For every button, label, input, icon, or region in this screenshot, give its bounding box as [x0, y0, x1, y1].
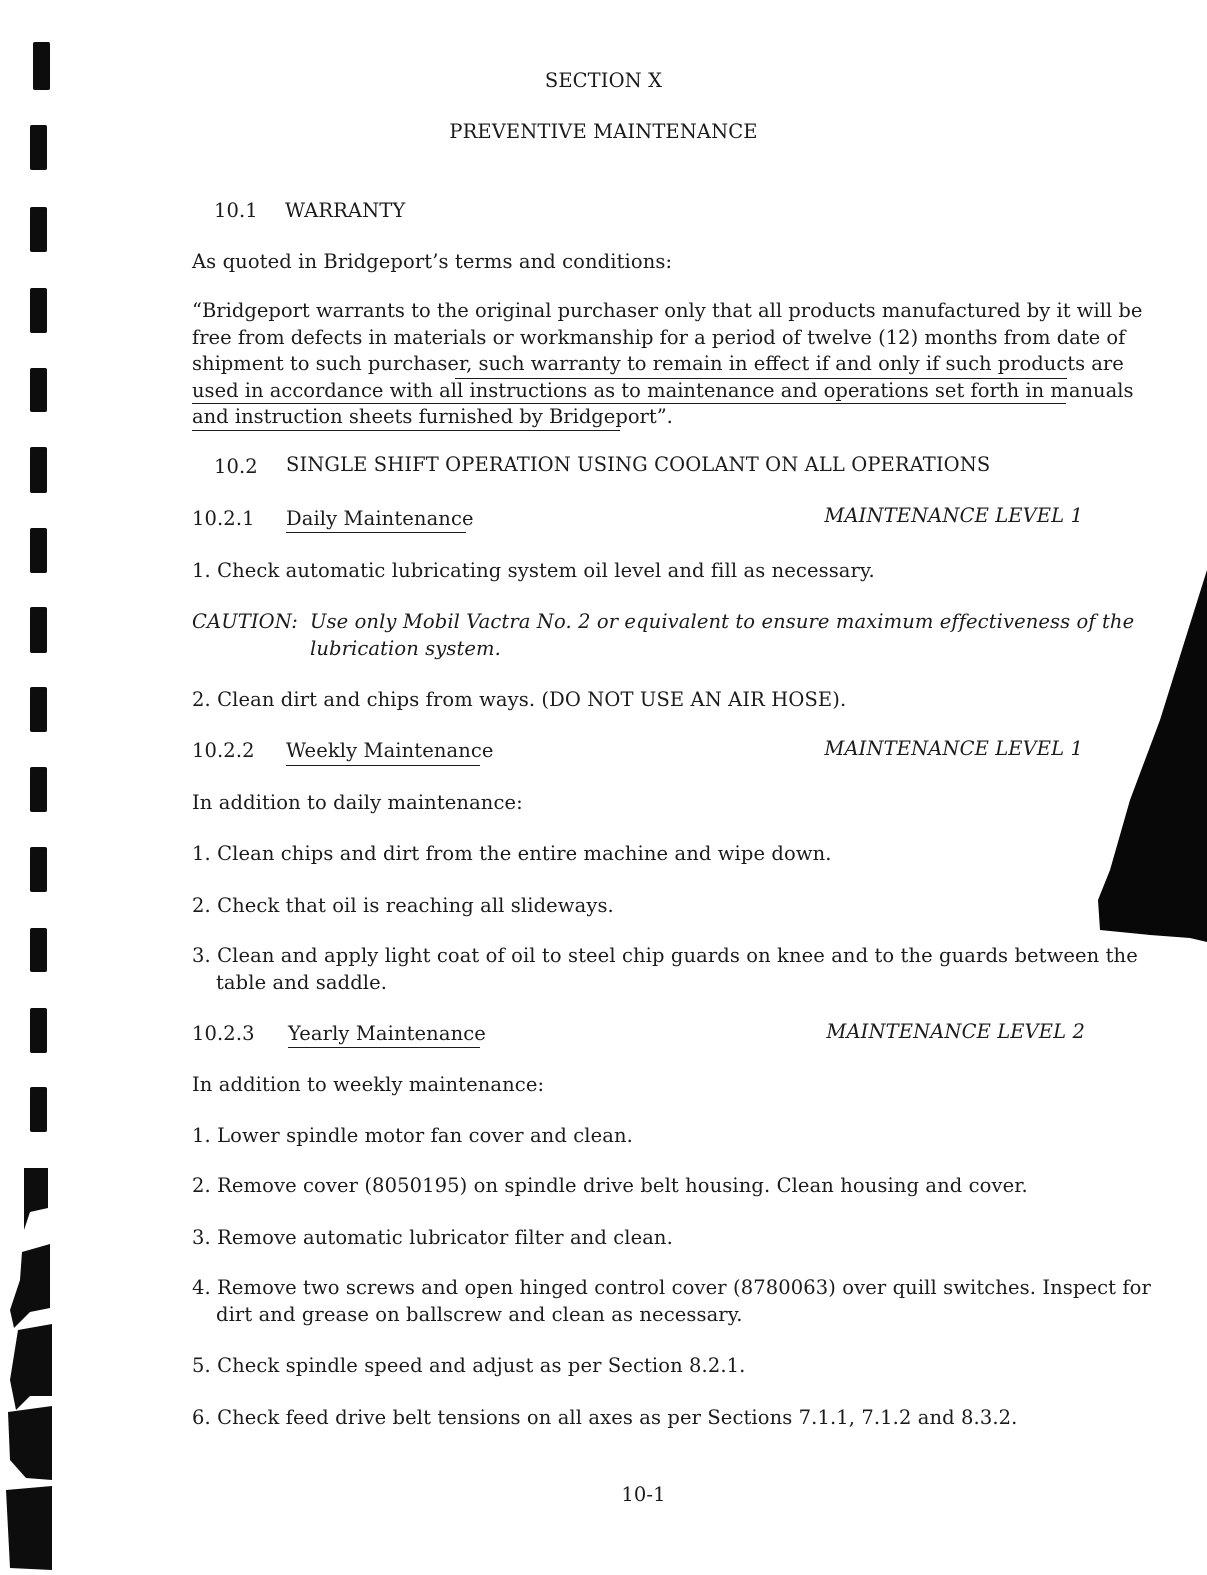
caution-text: lubrication system.	[310, 637, 501, 660]
list-item: 2. Remove cover (8050195) on spindle drive belt housing. Clean housing and cover.	[192, 1174, 1028, 1197]
binder-hole-mark	[30, 1087, 47, 1132]
quote-line: shipment to such purchaser, such warranty to remain in effect if and only if such products are	[192, 352, 1124, 375]
maintenance-level: MAINTENANCE LEVEL 1	[824, 737, 1083, 760]
binder-hole-mark	[30, 847, 47, 892]
intro-text: In addition to weekly maintenance:	[192, 1073, 545, 1096]
quote-line: used in accordance with all instructions as to maintenance and operations set forth in manuals	[192, 378, 1134, 402]
page-title: PREVENTIVE MAINTENANCE	[449, 120, 758, 143]
binder-hole-mark	[30, 368, 47, 412]
subsection-heading: Daily Maintenance	[286, 507, 474, 530]
binder-hole-mark	[30, 687, 47, 732]
binder-hole-mark	[30, 607, 47, 653]
subsection-number: 10.2.2	[192, 739, 255, 762]
binder-hole-mark	[30, 1008, 47, 1053]
binder-edge-shadow	[0, 1160, 60, 1575]
list-item: 1. Check automatic lubricating system oil level and fill as necessary.	[192, 559, 875, 582]
subsection-heading: Weekly Maintenance	[286, 739, 494, 762]
list-item: 1. Lower spindle motor fan cover and clean.	[192, 1124, 633, 1147]
binder-hole-mark	[30, 528, 47, 573]
section-heading: WARRANTY	[285, 199, 406, 222]
list-item: 5. Check spindle speed and adjust as per Section 8.2.1.	[192, 1354, 746, 1377]
binder-hole-mark	[30, 447, 47, 493]
section-label: SECTION X	[544, 69, 663, 92]
maintenance-level: MAINTENANCE LEVEL 2	[826, 1020, 1085, 1043]
list-item: 1. Clean chips and dirt from the entire machine and wipe down.	[192, 842, 832, 865]
binder-hole-mark	[30, 207, 47, 252]
section-number: 10.2	[214, 455, 258, 478]
list-item: 2. Check that oil is reaching all slideways.	[192, 894, 614, 917]
section-heading: SINGLE SHIFT OPERATION USING COOLANT ON ALL OPERATIONS	[286, 453, 991, 476]
binder-hole-mark	[30, 928, 47, 972]
underline-mark	[455, 378, 1067, 379]
warranty-intro: As quoted in Bridgeport’s terms and conditions:	[192, 250, 673, 273]
list-item: 2. Clean dirt and chips from ways. (DO NOT USE AN AIR HOSE).	[192, 688, 847, 711]
quote-line: and instruction sheets furnished by Bridgeport”.	[192, 405, 673, 428]
caution-text: Use only Mobil Vactra No. 2 or equivalent to ensure maximum effectiveness of the	[310, 610, 1135, 633]
binder-hole-mark	[30, 767, 47, 812]
section-number: 10.1	[214, 199, 258, 222]
heading-underline	[286, 532, 466, 533]
warranty-quote	[192, 298, 1143, 431]
subsection-number: 10.2.3	[192, 1022, 255, 1045]
subsection-heading: Yearly Maintenance	[288, 1022, 486, 1045]
list-item-continuation: dirt and grease on ballscrew and clean as necessary.	[216, 1303, 743, 1326]
subsection-number: 10.2.1	[192, 507, 255, 530]
quote-line: “Bridgeport warrants to the original purchaser only that all products manufactured by it will be	[192, 299, 1143, 322]
binder-hole-mark	[30, 288, 47, 333]
list-item: 6. Check feed drive belt tensions on all axes as per Sections 7.1.1, 7.1.2 and 8.3.2.	[192, 1406, 1018, 1429]
list-item: 3. Clean and apply light coat of oil to steel chip guards on knee and to the guards between the	[192, 944, 1138, 967]
quote-line: free from defects in materials or workmanship for a period of twelve (12) months from date of	[192, 325, 1126, 349]
intro-text: In addition to daily maintenance:	[192, 791, 523, 814]
list-item-continuation: table and saddle.	[216, 971, 388, 994]
underline-mark	[192, 430, 620, 431]
maintenance-level: MAINTENANCE LEVEL 1	[824, 504, 1083, 527]
heading-underline	[286, 765, 480, 766]
caution-label: CAUTION:	[192, 610, 298, 633]
list-item: 4. Remove two screws and open hinged control cover (8780063) over quill switches. Inspect for	[192, 1276, 1151, 1299]
page-number: 10-1	[621, 1483, 666, 1506]
list-item: 3. Remove automatic lubricator filter and clean.	[192, 1226, 673, 1249]
heading-underline	[288, 1047, 480, 1048]
underline-mark	[192, 403, 1066, 404]
